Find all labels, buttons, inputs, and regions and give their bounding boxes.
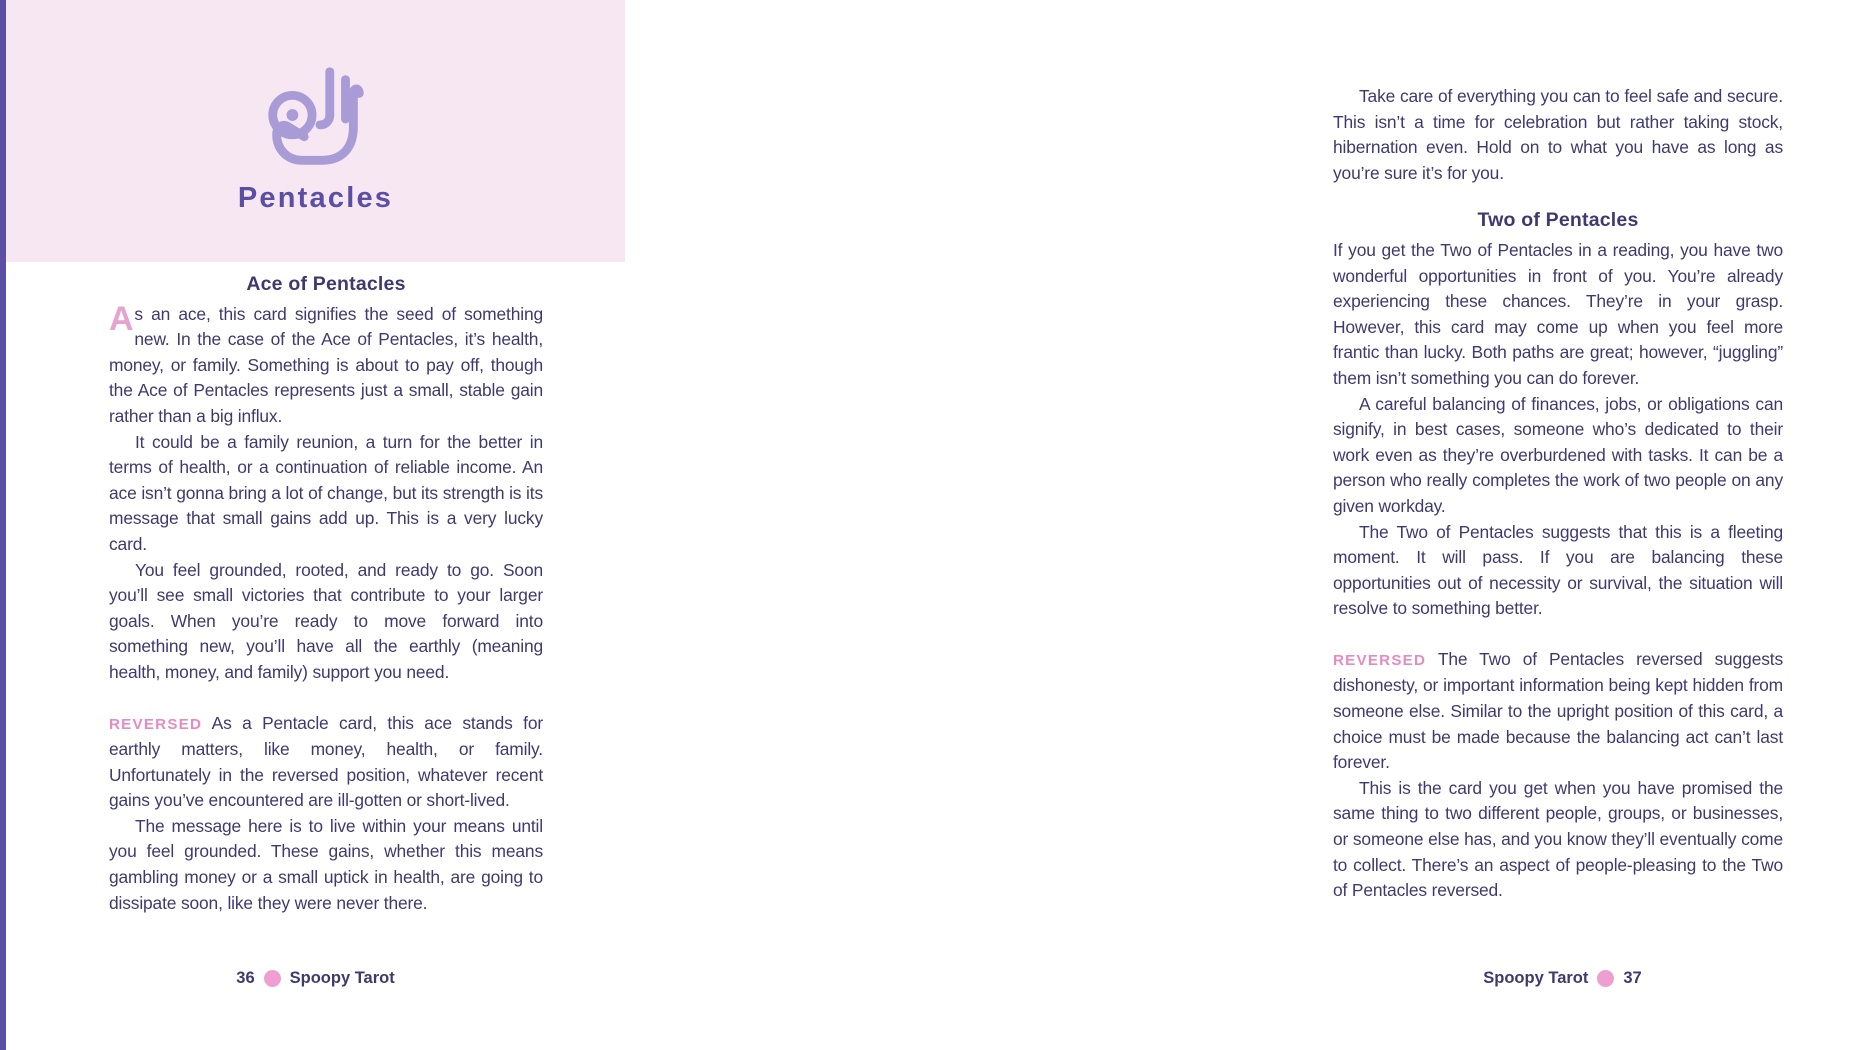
drop-cap: A [109,299,134,338]
reversed-paragraph [109,711,543,814]
paragraph [109,299,543,430]
reversed-label: REVERSED [1333,651,1427,669]
dot-icon [1597,970,1614,987]
paragraph: You feel grounded, rooted, and ready to go. Soon you’ll see small victories that contribute to your larger goals. When you’re ready to move forward into something new, you’ll have all the earthly (meaning health, money, and family) support you need. [109,559,543,682]
paragraph: Take care of everything you can to feel safe and secure. This isn’t a time for celebration but rather taking stock, hibernation even. Hold on to what you have as long as you’re sure it’s for you. [1333,86,1783,183]
left-page-footer [6,969,625,988]
right-page-footer [1250,969,1875,988]
left-page [0,0,625,1050]
paragraph-text: s an ace, this card signifies the seed of something new. In the case of the Ace of Pentacles, it’s health, money, or family. Something is about to pay off, though the Ace of Pentacles represents just a small, stable gain rather than a big influx. [109,303,543,426]
page-number: 36 [236,969,255,987]
book-title: Spoopy Tarot [1483,969,1589,987]
reversed-paragraph [1333,647,1783,776]
right-page [625,0,1783,1050]
suit-hero-banner [6,0,625,262]
two-of-pentacles-heading: Two of Pentacles [1477,209,1639,232]
paragraph: If you get the Two of Pentacles in a reading, you have two wonderful opportunities in front of you. You’re already experiencing these chances. They’re in your grasp. However, this card may come up when you feel more frantic than lucky. Both paths are great; however, “juggling” them isn’t something you can do forever. [1333,239,1783,388]
left-page-text-column [109,272,543,916]
paragraph-text: The Two of Pentacles reversed suggests dishonesty, or important information being kept hidden from someone else. Similar to the upright position of this card, a choice must be made because the balancing act can’t last forever. [1333,648,1783,773]
paragraph: It could be a family reunion, a turn for the better in terms of health, or a continuation of reliable income. An ace isn’t gonna bring a lot of change, but its strength is its message that small gains add up. This is a very lucky card. [109,431,543,554]
dot-icon [264,970,281,987]
book-title: Spoopy Tarot [289,969,395,987]
paragraph-text: As a Pentacle card, this ace stands for earthly matters, like money, health, or family. Unfortunately in the reversed position, whatever recent gains you’ve encountered are ill-gotten or short-lived. [109,712,543,811]
suit-title: Pentacles [237,181,394,214]
hand-ok-pentacles-icon [257,58,375,176]
paragraph: This is the card you get when you have promised the same thing to two different people, groups, or businesses, or someone else has, and you know they’ll eventually come to collect. There’s an aspect of people-pleasing to the Two of Pentacles reversed. [1333,777,1783,901]
paragraph: The message here is to live within your means until you feel grounded. These gains, whether this means gambling money or a small uptick in health, are going to dissipate soon, like they were never there. [109,815,543,913]
reversed-label: REVERSED [109,715,203,733]
ace-of-pentacles-heading: Ace of Pentacles [246,273,406,295]
page-number: 37 [1623,969,1642,987]
paragraph: The Two of Pentacles suggests that this is a fleeting moment. It will pass. If you are balancing these opportunities out of necessity or survival, the situation will resolve to something better. [1333,521,1783,619]
right-page-text-column [1333,84,1783,904]
paragraph: A careful balancing of finances, jobs, or obligations can signify, in best cases, someone who’s dedicated to their work even as they’re overburdened with tasks. It can be a person who really completes the work of two people on any given workday. [1333,393,1783,516]
